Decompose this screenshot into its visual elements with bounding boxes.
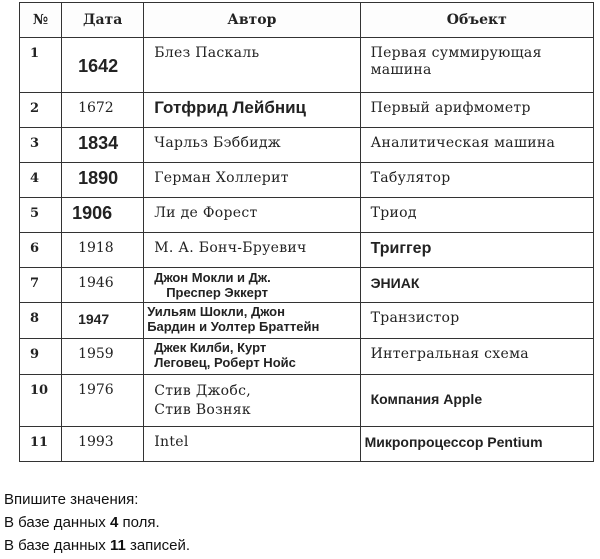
row-object: Первая суммирующая машина [360, 38, 593, 93]
row-object: Табулятор [360, 163, 593, 198]
row-object: Первый арифмометр [360, 93, 593, 128]
row-object: Микропроцессор Pentium [360, 427, 593, 462]
table-row [20, 128, 594, 163]
inventions-table [19, 2, 594, 462]
row-author: Intel [144, 427, 360, 462]
instructions [4, 488, 190, 557]
instructions-heading: Впишите значения: [4, 491, 139, 508]
row-num: 11 [20, 427, 62, 462]
table-row [20, 427, 594, 462]
header-date: Дата [62, 3, 144, 38]
row-date: 1959 [62, 339, 144, 375]
table-row [20, 38, 594, 93]
row-num: 2 [20, 93, 62, 128]
row-num: 5 [20, 198, 62, 233]
row-author: Джон Мокли и Дж. Преспер Эккерт [144, 268, 360, 303]
row-object: Транзистор [360, 303, 593, 339]
row-author: Стив Джобс, Стив Возняк [144, 375, 360, 427]
row-author: Герман Холлерит [144, 163, 360, 198]
row-object: ЭНИАК [360, 268, 593, 303]
table-row [20, 303, 594, 339]
table-row [20, 163, 594, 198]
row-date: 1642 [62, 38, 144, 93]
table-row [20, 198, 594, 233]
table-row [20, 233, 594, 268]
header-object: Объект [360, 3, 593, 38]
row-num: 6 [20, 233, 62, 268]
row-num: 1 [20, 38, 62, 93]
row-date: 1976 [62, 375, 144, 427]
row-date: 1918 [62, 233, 144, 268]
row-date: 1993 [62, 427, 144, 462]
row-date: 1906 [62, 198, 144, 233]
row-author: Ли де Форест [144, 198, 360, 233]
row-author: Уильям Шокли, Джон Бардин и Уолтер Браттейн [144, 303, 360, 339]
table-row [20, 375, 594, 427]
row-date: 1890 [62, 163, 144, 198]
records-count-line: В базе данных 11 записей. [4, 537, 191, 554]
table-row [20, 339, 594, 375]
row-author: Чарльз Бэббидж [144, 128, 360, 163]
row-num: 10 [20, 375, 62, 427]
table-header-row [20, 3, 594, 38]
row-date: 1672 [62, 93, 144, 128]
row-object: Триод [360, 198, 593, 233]
header-author: Автор [144, 3, 360, 38]
row-author: М. А. Бонч-Бруевич [144, 233, 360, 268]
row-num: 3 [20, 128, 62, 163]
row-date: 1947 [62, 303, 144, 339]
row-num: 8 [20, 303, 62, 339]
header-num: № [20, 3, 62, 38]
records-count-value: 11 [109, 537, 126, 554]
table-row [20, 93, 594, 128]
row-num: 9 [20, 339, 62, 375]
fields-count-value: 4 [109, 514, 119, 531]
row-date: 1834 [62, 128, 144, 163]
row-num: 7 [20, 268, 62, 303]
row-date: 1946 [62, 268, 144, 303]
table-row [20, 268, 594, 303]
fields-count-line: В базе данных 4 поля. [4, 514, 160, 531]
row-author: Блез Паскаль [144, 38, 360, 93]
row-object: Компания Apple [360, 375, 593, 427]
row-author: Готфрид Лейбниц [144, 93, 360, 128]
row-author: Джек Килби, Курт Леговец, Роберт Нойс [144, 339, 360, 375]
row-object: Триггер [360, 233, 593, 268]
row-object: Интегральная схема [360, 339, 593, 375]
row-num: 4 [20, 163, 62, 198]
row-object: Аналитическая машина [360, 128, 593, 163]
